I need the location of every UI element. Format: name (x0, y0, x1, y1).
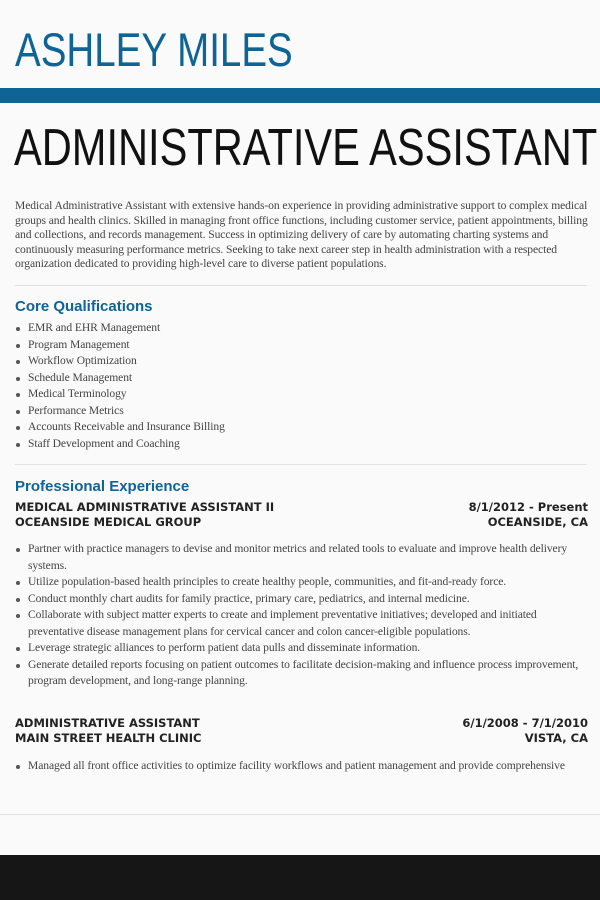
job-title: MEDICAL ADMINISTRATIVE ASSISTANT II (15, 500, 275, 514)
divider (15, 464, 587, 465)
company: MAIN STREET HEALTH CLINIC (15, 730, 202, 745)
list-item: Program Management (15, 337, 415, 354)
list-item: Staff Development and Coaching (15, 436, 415, 453)
job-bullets (15, 758, 595, 775)
list-item: Managed all front office activities to optimize facility workflows and patient management and provide comprehensive (15, 758, 595, 775)
job-dates: 8/1/2012 - Present (468, 500, 588, 514)
summary-paragraph: Medical Administrative Assistant with extensive hands-on experience in providing administrative support to complex medical groups and health clinics. Skilled in managing front office functions, including customer service, patient appointments, billing and collections, and records management. Success in optimizing delivery of care by automating charting systems and continuously measuring performance metrics. Seeking to take next career step in health administration with a respected organization dedicated to providing high-level care to diverse patient populations. (15, 199, 588, 271)
job-header (15, 716, 588, 745)
list-item: Leverage strategic alliances to perform patient data pulls and disseminate information. (15, 640, 595, 657)
job-dates: 6/1/2008 - 7/1/2010 (462, 716, 588, 730)
job-bullets (15, 541, 595, 690)
qualifications-list (15, 320, 415, 452)
list-item: Conduct monthly chart audits for family practice, primary care, pediatrics, and internal medicine. (15, 591, 595, 608)
list-item: Utilize population-based health principles to create healthy people, communities, and fit-and-ready force. (15, 574, 595, 591)
list-item: Performance Metrics (15, 403, 415, 420)
core-qualifications-heading: Core Qualifications (15, 298, 153, 315)
accent-bar (0, 88, 600, 103)
list-item: Workflow Optimization (15, 353, 415, 370)
list-item: Partner with practice managers to devise and monitor metrics and related tools to evaluate and improve health delivery systems. (15, 541, 595, 574)
job-header (15, 500, 588, 529)
list-item: Generate detailed reports focusing on patient outcomes to facilitate decision-making and influence process improvement, program development, and long-range planning. (15, 657, 595, 690)
job-title-heading: ADMINISTRATIVE ASSISTANT (14, 119, 598, 177)
location: VISTA, CA (524, 730, 588, 745)
company: OCEANSIDE MEDICAL GROUP (15, 514, 202, 529)
list-item: Schedule Management (15, 370, 415, 387)
divider (0, 814, 600, 815)
divider (15, 285, 587, 286)
location: OCEANSIDE, CA (487, 514, 588, 529)
list-item: EMR and EHR Management (15, 320, 415, 337)
list-item: Medical Terminology (15, 386, 415, 403)
professional-experience-heading: Professional Experience (15, 478, 190, 495)
footer-bar (0, 855, 600, 900)
list-item: Accounts Receivable and Insurance Billing (15, 419, 415, 436)
candidate-name: ASHLEY MILES (15, 23, 293, 76)
job-title: ADMINISTRATIVE ASSISTANT (15, 716, 200, 730)
list-item: Collaborate with subject matter experts to create and implement preventative initiatives; developed and initiated preventative disease management plans for cervical cancer and colon cancer-eligible populations. (15, 607, 595, 640)
